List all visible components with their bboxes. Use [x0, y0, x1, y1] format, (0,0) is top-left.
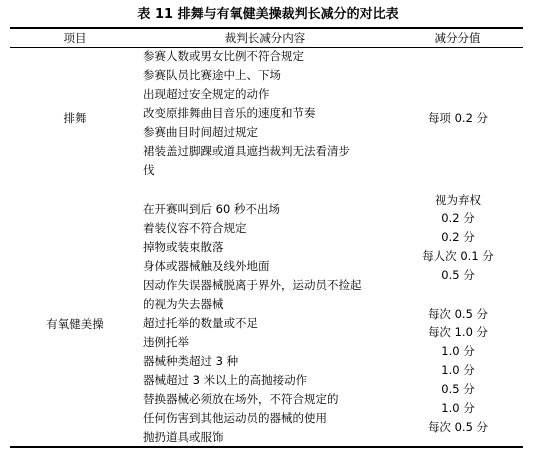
list-item: 出现超过安全规定的动作: [143, 87, 270, 101]
penalty-value: 0.2 分: [441, 230, 475, 244]
penalty-value: 每人次 0.1 分: [422, 249, 494, 263]
penalty-value: 每次 1.0 分: [427, 325, 489, 339]
list-item: 超过托举的数量或不足: [143, 316, 258, 330]
penalty-value: 0.5 分: [441, 382, 475, 396]
list-item: 裙装盖过脚踝或道具遮挡裁判无法看清步: [143, 144, 350, 158]
header-content: 裁判长减分内容: [224, 31, 306, 45]
list-item: 因动作失误器械脱离于界外，运动员不捡起: [143, 278, 362, 292]
penalty-value: 0.5 分: [441, 268, 475, 282]
penalty-value: 每次 0.5 分: [427, 420, 489, 434]
penalty-value: 1.0 分: [441, 401, 475, 415]
penalty-value: 视为弃权: [435, 193, 481, 207]
list-item: 在开赛叫到后 60 秒不出场: [143, 202, 280, 216]
list-item: 着装仪容不符合规定: [143, 221, 247, 235]
penalty-value: 0.2 分: [441, 211, 475, 225]
list-item: 改变原排舞曲目音乐的速度和节奏: [143, 106, 316, 120]
penalty-value: 每项 0.2 分: [427, 111, 489, 125]
penalty-value: 1.0 分: [441, 363, 475, 377]
penalty-value: 1.0 分: [441, 344, 475, 358]
list-item: 抛扔道具或服饰: [143, 430, 224, 444]
list-item: 器械种类超过 3 种: [143, 354, 239, 368]
list-item: 参赛人数或男女比例不符合规定: [143, 49, 304, 63]
list-item: 身体或器械触及线外地面: [143, 259, 270, 273]
table-caption: 表 11 排舞与有氧健美操裁判长减分的对比表: [137, 7, 399, 22]
list-item: 参赛队员比赛途中上、下场: [143, 68, 281, 82]
list-item: 任何伤害到其他运动员的器械的使用: [143, 411, 327, 425]
list-item: 参赛曲目时间超过规定: [143, 125, 258, 139]
category-line-dance: 排舞: [63, 111, 87, 125]
penalty-value: 每次 0.5 分: [427, 307, 489, 321]
table-bottom-rule: [10, 446, 523, 448]
list-item: 的视为失去器械: [143, 297, 224, 311]
list-item: 器械超过 3 米以上的高抛接动作: [143, 373, 308, 387]
header-project: 项目: [63, 31, 87, 45]
header-penalty: 减分分值: [434, 31, 481, 45]
list-item: 掉物或装束散落: [143, 240, 224, 254]
category-aerobics: 有氧健美操: [46, 317, 104, 331]
list-item: 替换器械必须放在场外，不符合规定的: [143, 392, 339, 406]
list-item: 伐: [143, 163, 155, 177]
list-item: 违例托举: [143, 335, 189, 349]
